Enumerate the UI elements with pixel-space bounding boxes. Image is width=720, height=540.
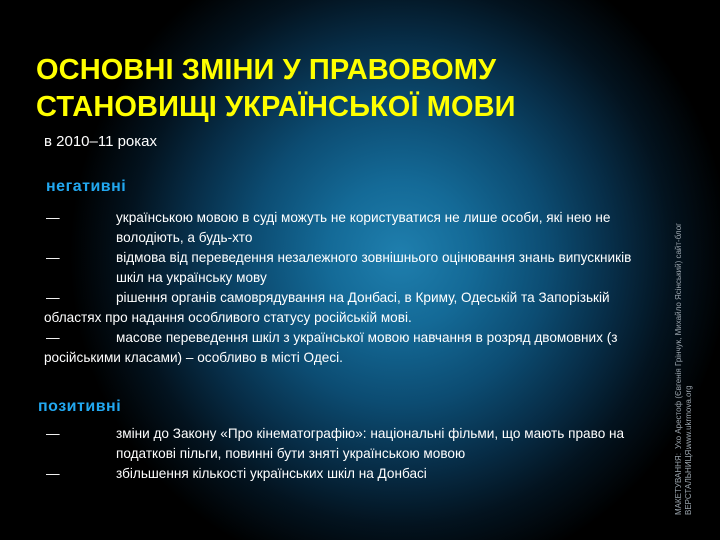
- list-item-text: зміни до Закону «Про кінематографію»: національні фільми, що мають право на податкові пільги, повинні бути зняті українською мовою: [116, 426, 625, 461]
- list-item: [44, 248, 644, 288]
- positive-heading: позитивні: [38, 398, 122, 415]
- list-item: [44, 424, 644, 464]
- list-item: [44, 288, 644, 328]
- negative-list: [44, 208, 644, 368]
- list-item-text: збільшення кількості українських шкіл на Донбасі: [116, 466, 427, 481]
- title-line-2: СТАНОВИЩІ УКРАЇНСЬКОЇ МОВИ: [36, 91, 516, 123]
- slide-title: [36, 52, 656, 126]
- positive-list: [44, 424, 644, 484]
- dash-marker: —: [46, 330, 60, 345]
- list-item-text: рішення органів самоврядування на Донбасі, в Криму, Одеській та Запорізькій областях про надання особливого статусу російській мові.: [44, 290, 610, 325]
- credits-value: www.ukrmova.org: [684, 385, 693, 449]
- credits-value: Ухо Арестоф (Євгенія Грінчук, Михайло Ясінський) сайт-блог: [674, 222, 683, 449]
- list-item-text: українською мовою в суді можуть не користуватися не лише особи, які нею не володіють, а будь-хто: [116, 210, 611, 245]
- list-item: [44, 464, 644, 484]
- credits-row: [674, 222, 684, 515]
- title-line-1: ОСНОВНІ ЗМІНИ У ПРАВОВОМУ: [36, 54, 497, 86]
- dash-marker: —: [46, 290, 60, 305]
- credits-row: [684, 275, 694, 515]
- credits-label: ВЕРСТАЛЬНИЦЯ:: [684, 447, 693, 515]
- dash-marker: —: [46, 210, 60, 225]
- list-item-text: відмова від переведення незалежного зовнішнього оцінювання знань випускників шкіл на українську мову: [116, 250, 632, 285]
- dash-marker: —: [46, 426, 60, 441]
- dash-marker: —: [46, 250, 60, 265]
- vertical-credits: [674, 222, 694, 515]
- negative-heading: негативні: [46, 178, 127, 195]
- list-item-text: масове переведення шкіл з української мовою навчання в розряд двомовних (з російськими класами) – особливо в місті Одесі.: [44, 330, 618, 365]
- dash-marker: —: [46, 466, 60, 481]
- credits-label: МАКЕТУВАННЯ:: [674, 453, 683, 515]
- list-item: [44, 208, 644, 248]
- slide-subtitle: в 2010–11 роках: [44, 133, 158, 150]
- list-item: [44, 328, 644, 368]
